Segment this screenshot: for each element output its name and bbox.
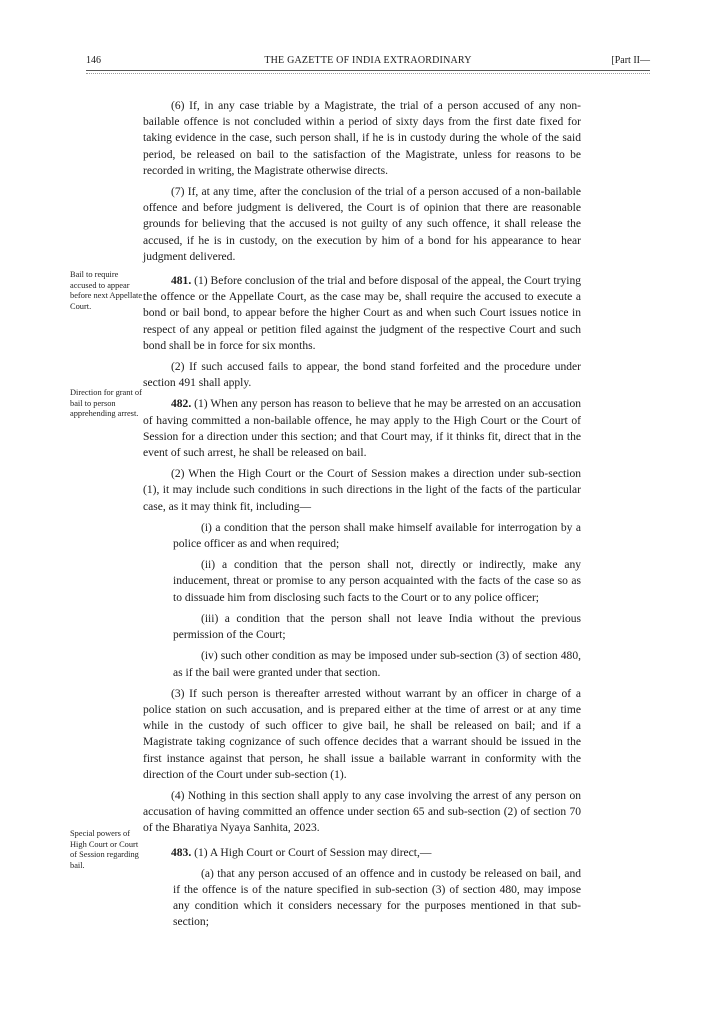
clause-482-2-i: (i) a condition that the person shall make himself available for interrogation by a police officer as and when required; — [173, 521, 581, 551]
section-number: 482. — [171, 398, 192, 411]
section-text: (1) When any person has reason to believe that he may be arrested on an accusation of having committed a non-bailable offence, he may apply to the High Court or the Court of Session for a direction under this section; and that Court may, if it thinks fit, direct that in the event of such arrest, he shall be released on bail. — [143, 398, 581, 460]
document-body — [143, 98, 581, 936]
section-number: 483. — [171, 846, 192, 859]
header-rule — [86, 70, 650, 71]
page-number: 146 — [86, 55, 101, 66]
paragraph-480-6: (6) If, in any case triable by a Magistrate, the trial of a person accused of any non-bailable offence is not concluded within a period of sixty days from the first date fixed for taking evidence in the case, such person shall, if he is in custody during the whole of the said period, be released on bail to the satisfaction of the Magistrate, unless for reasons to be recorded in writing, the Magistrate otherwise directs. — [143, 100, 581, 177]
clause-482-2-iv: (iv) such other condition as may be imposed under sub-section (3) of section 480, as if the bail were granted under that section. — [173, 650, 581, 679]
section-482-4: (4) Nothing in this section shall apply to any case involving the arrest of any person on accusation of having committed an offence under section 65 and sub-section (2) of section 70 of the Bharatiya Nyaya Sanhita, 2023. — [143, 789, 581, 835]
clause-483-1-a: (a) that any person accused of an offence and in custody be released on bail, and if the offence is of the nature specified in sub-section (3) of section 480, may impose any condition which it considers necessary for the purposes mentioned in that sub-section; — [173, 867, 581, 929]
header-rule-dotted — [86, 73, 650, 74]
section-number: 481. — [171, 275, 192, 288]
section-text: (1) A High Court or Court of Session may direct,— — [194, 846, 432, 859]
section-text: (1) Before conclusion of the trial and before disposal of the appeal, the Court trying the offence or the Appellate Court, as the case may be, shall require the accused to execute a bond or bail bond, to appear before the higher Court as and when such Court issues notice in respect of any appeal or petition filed against the judgment of the respective Court and such bond shall be in force for six months. — [143, 275, 581, 352]
gazette-title: THE GAZETTE OF INDIA EXTRAORDINARY — [264, 55, 472, 66]
clause-482-2-iii: (iii) a condition that the person shall not leave India without the previous permission of the Court; — [173, 612, 581, 642]
part-label: [Part II— — [611, 55, 650, 66]
margin-note-482: Direction for grant of bail to person apprehending arrest. — [70, 388, 142, 419]
margin-note-481: Bail to require accused to appear before next Appellate Court. — [70, 270, 143, 311]
margin-note-483: Special powers of High Court or Court of Session regarding bail. — [70, 829, 139, 870]
paragraph-480-7: (7) If, at any time, after the conclusion of the trial of a person accused of a non-bailable offence and before judgment is delivered, the Court is of opinion that there are reasonable grounds for believing that the accused is not guilty of any such offence, it shall release the accused, if he is in custody, on the execution by him of a bond for his appearance to hear judgment delivered. — [143, 186, 581, 263]
section-481-1 — [143, 273, 581, 354]
section-482-2: (2) When the High Court or the Court of Session makes a direction under sub-section (1), it may include such conditions in such directions in the light of the facts of the particular case, as it may think fit, including— — [143, 468, 581, 513]
page-header — [86, 55, 650, 71]
section-481-2: (2) If such accused fails to appear, the bond stand forfeited and the procedure under section 491 shall apply. — [143, 361, 581, 390]
section-482-3: (3) If such person is thereafter arrested without warrant by an officer in charge of a police station on such accusation, and is prepared either at the time of arrest or at any time while in the custody of such officer to give bail, he shall be released on bail; and if a Magistrate taking cognizance of such offence decides that a warrant should be issued in the first instance against that person, he shall issue a bailable warrant in conformity with the direction of the Court under sub-section (1). — [143, 687, 581, 781]
section-483-1 — [143, 845, 581, 861]
section-482-1 — [143, 396, 581, 461]
clause-482-2-ii: (ii) a condition that the person shall not, directly or indirectly, make any inducement, threat or promise to any person acquainted with the facts of the case so as to dissuade him from disclosing such facts to the Court or to any police officer; — [173, 559, 581, 604]
